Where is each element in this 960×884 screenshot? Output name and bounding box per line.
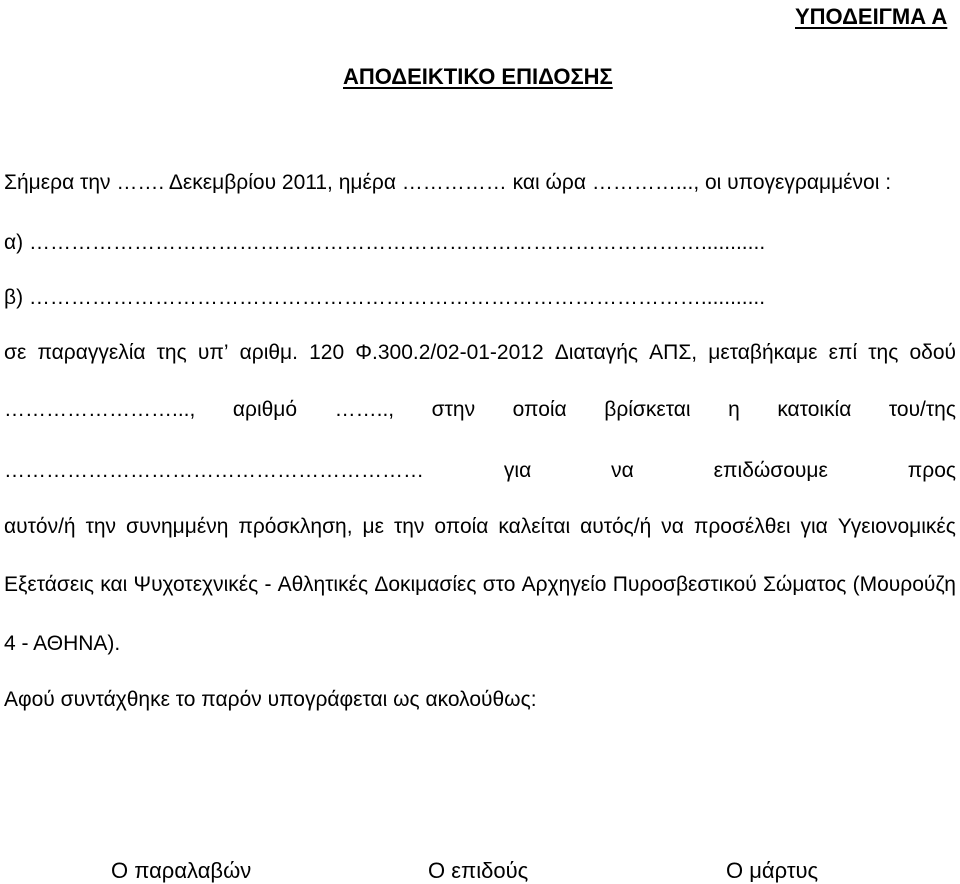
text-word: και xyxy=(100,573,128,596)
text-word: για xyxy=(503,459,532,482)
text-word: επί xyxy=(828,341,858,364)
text-word: του/της xyxy=(888,398,956,421)
signatory-a-line: α) ……………………………………………………………………………………........... xyxy=(4,231,766,254)
text-word: μεταβήκαμε xyxy=(708,341,818,364)
text-word: …….., xyxy=(334,398,395,421)
text-word: βρίσκεται xyxy=(604,398,691,421)
signatory-b-line: β) ……………………………………………………………………………………........... xyxy=(4,286,766,309)
text-word: (Μουρούζη xyxy=(852,573,956,596)
exams-line xyxy=(4,572,956,598)
text-word: Φ.300.2/02-01-2012 xyxy=(355,341,544,364)
text-word: αριθμό xyxy=(232,398,298,421)
text-word: ……………………..., xyxy=(4,398,196,421)
text-word: αυτός/ή xyxy=(580,515,652,538)
text-word: Ψυχοτεχνικές xyxy=(133,573,259,596)
text-word: - xyxy=(264,573,272,596)
document-title: ΑΠΟΔΕΙΚΤΙΚΟ ΕΠΙΔΟΣΗΣ xyxy=(343,64,613,89)
text-word: κατοικία xyxy=(777,398,852,421)
text-word: προς xyxy=(907,459,956,482)
recipient-line xyxy=(4,458,956,484)
signature-server: Ο επιδούς xyxy=(428,858,529,883)
signature-receiver: Ο παραλαβών xyxy=(111,858,252,883)
text-word: 120 xyxy=(309,341,345,364)
text-word: υπ’ xyxy=(197,341,229,364)
specimen-label: ΥΠΟΔΕΙΓΜΑ Α xyxy=(795,4,948,29)
text-word: Πυροσβεστικού xyxy=(612,573,757,596)
text-word: σε xyxy=(4,341,27,364)
text-word: προσέλθει xyxy=(693,515,791,538)
text-word: Εξετάσεις xyxy=(4,573,95,596)
location-line: 4 - ΑΘΗΝΑ). xyxy=(4,632,121,655)
text-word: την xyxy=(393,515,425,538)
text-word: επιδώσουμε xyxy=(713,459,828,482)
text-word: …………………………………………………… xyxy=(4,459,424,482)
signature-witness: Ο μάρτυς xyxy=(726,858,819,883)
text-word: καλείται xyxy=(498,515,571,538)
text-word: η xyxy=(728,398,740,421)
date-line: Σήμερα την ……. Δεκεμβρίου 2011, ημέρα …………… και ώρα …………..., οι υπογεγραμμένοι : xyxy=(4,171,892,194)
text-word: Υγειονομικές xyxy=(837,515,956,538)
text-word: Διαταγής xyxy=(554,341,639,364)
text-word: αυτόν/ή xyxy=(4,515,76,538)
text-word: πρόσκληση, xyxy=(238,515,353,538)
address-line xyxy=(4,397,956,423)
text-word: Αρχηγείο xyxy=(521,573,607,596)
signed-line: Αφού συντάχθηκε το παρόν υπογράφεται ως ακολούθως: xyxy=(4,688,537,711)
text-word: Αθλητικές xyxy=(277,573,369,596)
text-word: παραγγελία xyxy=(37,341,146,364)
text-word: για xyxy=(800,515,828,538)
text-word: οδού xyxy=(909,341,956,364)
text-word: να xyxy=(611,459,634,482)
text-word: συνημμένη xyxy=(126,515,229,538)
text-word: της xyxy=(156,341,187,364)
invitation-line xyxy=(4,514,956,540)
text-word: αριθμ. xyxy=(239,341,298,364)
text-word: την xyxy=(85,515,117,538)
text-word: να xyxy=(661,515,684,538)
order-line xyxy=(4,340,956,366)
text-word: στο xyxy=(482,573,516,596)
text-word: Σώματος xyxy=(762,573,847,596)
text-word: ΑΠΣ, xyxy=(649,341,698,364)
text-word: στην xyxy=(431,398,476,421)
text-word: της xyxy=(868,341,899,364)
text-word: με xyxy=(362,515,384,538)
text-word: οποία xyxy=(434,515,489,538)
text-word: οποία xyxy=(512,398,567,421)
text-word: Δοκιμασίες xyxy=(374,573,477,596)
